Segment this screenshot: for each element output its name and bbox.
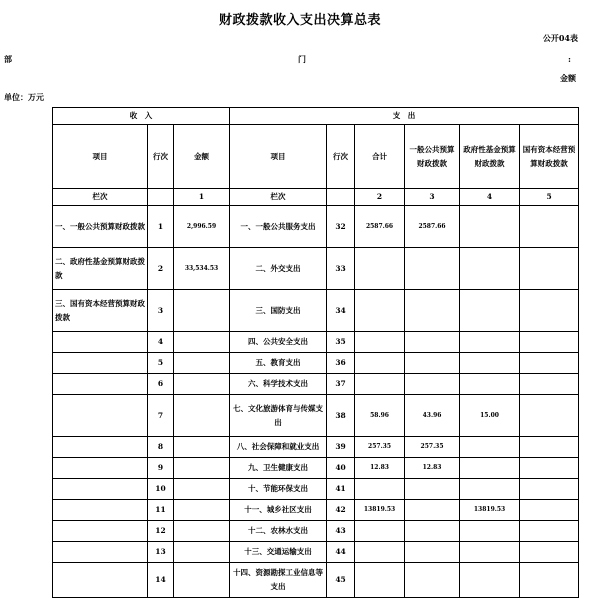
col-index-1: 1 <box>174 189 230 206</box>
expense-general <box>405 563 460 598</box>
income-item: 一、一般公共预算财政拨款 <box>53 206 148 248</box>
expense-gov-fund <box>460 374 520 395</box>
expense-general: 257.35 <box>405 437 460 458</box>
income-header: 收 入 <box>53 108 230 125</box>
income-amount <box>174 542 230 563</box>
col-header-state-capital: 国有资本经营预算财政拨款 <box>520 125 579 189</box>
department-label-mid: 门 <box>298 54 306 64</box>
table-row <box>53 395 579 437</box>
income-amount <box>174 479 230 500</box>
expense-state-capital <box>520 206 579 248</box>
income-row-no: 10 <box>148 479 174 500</box>
col-index-blank-2 <box>327 189 355 206</box>
budget-table <box>52 107 579 598</box>
income-item <box>53 374 148 395</box>
col-header-row-no: 行次 <box>148 125 174 189</box>
expense-total <box>355 332 405 353</box>
expense-state-capital <box>520 542 579 563</box>
col-index-2: 2 <box>355 189 405 206</box>
income-row-no: 2 <box>148 248 174 290</box>
income-row-no: 7 <box>148 395 174 437</box>
expense-row-no: 44 <box>327 542 355 563</box>
expense-general: 43.96 <box>405 395 460 437</box>
expense-state-capital <box>520 521 579 542</box>
income-item <box>53 479 148 500</box>
income-amount: 33,534.53 <box>174 248 230 290</box>
income-row-no: 8 <box>148 437 174 458</box>
expense-general <box>405 248 460 290</box>
expense-general <box>405 500 460 521</box>
expense-general: 12.83 <box>405 458 460 479</box>
expense-item: 十二、农林水支出 <box>230 521 327 542</box>
expense-total: 257.35 <box>355 437 405 458</box>
expense-general <box>405 290 460 332</box>
expense-state-capital <box>520 353 579 374</box>
expense-general: 2587.66 <box>405 206 460 248</box>
expense-general <box>405 479 460 500</box>
expense-item: 六、科学技术支出 <box>230 374 327 395</box>
col-header-gov-fund: 政府性基金预算财政拨款 <box>460 125 520 189</box>
column-header-row <box>53 125 579 189</box>
expense-gov-fund <box>460 353 520 374</box>
expense-gov-fund <box>460 290 520 332</box>
income-item <box>53 521 148 542</box>
income-amount <box>174 353 230 374</box>
expense-row-no: 39 <box>327 437 355 458</box>
expense-item: 一、一般公共服务支出 <box>230 206 327 248</box>
amount-label: 金额 <box>560 73 576 83</box>
expense-item: 十、节能环保支出 <box>230 479 327 500</box>
expense-gov-fund <box>460 248 520 290</box>
expense-row-no: 32 <box>327 206 355 248</box>
expense-row-no: 38 <box>327 395 355 437</box>
col-header-exp-item: 项目 <box>230 125 327 189</box>
income-row-no: 14 <box>148 563 174 598</box>
expense-gov-fund <box>460 332 520 353</box>
table-row <box>53 248 579 290</box>
income-row-no: 6 <box>148 374 174 395</box>
expense-state-capital <box>520 437 579 458</box>
expense-row-no: 37 <box>327 374 355 395</box>
col-header-exp-row-no: 行次 <box>327 125 355 189</box>
income-amount: 2,996.59 <box>174 206 230 248</box>
expense-state-capital <box>520 374 579 395</box>
expense-total: 13819.53 <box>355 500 405 521</box>
expense-gov-fund <box>460 458 520 479</box>
form-number: 公开04表 <box>542 33 578 43</box>
income-item: 三、国有资本经营预算财政拨款 <box>53 290 148 332</box>
table-row <box>53 206 579 248</box>
col-header-amount: 金额 <box>174 125 230 189</box>
income-amount <box>174 374 230 395</box>
expense-gov-fund <box>460 563 520 598</box>
expense-general <box>405 521 460 542</box>
income-amount <box>174 563 230 598</box>
expense-state-capital <box>520 290 579 332</box>
income-row-no: 12 <box>148 521 174 542</box>
expense-row-no: 42 <box>327 500 355 521</box>
income-row-no: 9 <box>148 458 174 479</box>
table-row <box>53 332 579 353</box>
expense-item: 五、教育支出 <box>230 353 327 374</box>
col-index-exp-label: 栏次 <box>230 189 327 206</box>
expense-item: 三、国防支出 <box>230 290 327 332</box>
expense-header: 支 出 <box>230 108 579 125</box>
income-row-no: 1 <box>148 206 174 248</box>
income-row-no: 4 <box>148 332 174 353</box>
expense-row-no: 33 <box>327 248 355 290</box>
expense-state-capital <box>520 479 579 500</box>
table-row <box>53 290 579 332</box>
expense-total <box>355 290 405 332</box>
table-row <box>53 479 579 500</box>
column-index-row <box>53 189 579 206</box>
table-row <box>53 374 579 395</box>
expense-item: 十四、资源勘探工业信息等支出 <box>230 563 327 598</box>
expense-row-no: 35 <box>327 332 355 353</box>
income-row-no: 5 <box>148 353 174 374</box>
expense-state-capital <box>520 458 579 479</box>
table-row <box>53 542 579 563</box>
table-row <box>53 437 579 458</box>
col-header-general: 一般公共预算财政拨款 <box>405 125 460 189</box>
unit-label: 单位：万元 <box>4 92 44 102</box>
table-row <box>53 353 579 374</box>
expense-row-no: 36 <box>327 353 355 374</box>
income-item <box>53 500 148 521</box>
expense-row-no: 41 <box>327 479 355 500</box>
expense-general <box>405 332 460 353</box>
expense-gov-fund <box>460 206 520 248</box>
expense-item: 九、卫生健康支出 <box>230 458 327 479</box>
expense-gov-fund: 15.00 <box>460 395 520 437</box>
expense-gov-fund <box>460 479 520 500</box>
income-item: 二、政府性基金预算财政拨款 <box>53 248 148 290</box>
expense-gov-fund: 13819.53 <box>460 500 520 521</box>
expense-total <box>355 563 405 598</box>
page-title: 财政拨款收入支出决算总表 <box>218 13 381 28</box>
expense-total <box>355 521 405 542</box>
income-item <box>53 458 148 479</box>
income-amount <box>174 458 230 479</box>
table-row <box>53 500 579 521</box>
col-index-4: 4 <box>460 189 520 206</box>
expense-state-capital <box>520 332 579 353</box>
income-row-no: 3 <box>148 290 174 332</box>
expense-item: 十一、城乡社区支出 <box>230 500 327 521</box>
income-amount <box>174 521 230 542</box>
expense-row-no: 34 <box>327 290 355 332</box>
income-row-no: 13 <box>148 542 174 563</box>
expense-total: 58.96 <box>355 395 405 437</box>
table-row <box>53 458 579 479</box>
income-amount <box>174 395 230 437</box>
expense-total: 12.83 <box>355 458 405 479</box>
expense-state-capital <box>520 248 579 290</box>
expense-general <box>405 542 460 563</box>
col-index-5: 5 <box>520 189 579 206</box>
col-header-total: 合计 <box>355 125 405 189</box>
expense-row-no: 40 <box>327 458 355 479</box>
expense-item: 四、公共安全支出 <box>230 332 327 353</box>
expense-state-capital <box>520 395 579 437</box>
income-item <box>53 353 148 374</box>
expense-item: 七、文化旅游体育与传媒支出 <box>230 395 327 437</box>
col-index-blank <box>148 189 174 206</box>
expense-total <box>355 542 405 563</box>
expense-row-no: 43 <box>327 521 355 542</box>
expense-state-capital <box>520 563 579 598</box>
col-header-item: 项目 <box>53 125 148 189</box>
income-amount <box>174 332 230 353</box>
expense-row-no: 45 <box>327 563 355 598</box>
expense-item: 八、社会保障和就业支出 <box>230 437 327 458</box>
income-item <box>53 437 148 458</box>
expense-total: 2587.66 <box>355 206 405 248</box>
col-index-3: 3 <box>405 189 460 206</box>
income-amount <box>174 437 230 458</box>
income-item <box>53 542 148 563</box>
expense-gov-fund <box>460 521 520 542</box>
expense-total <box>355 353 405 374</box>
department-colon: : <box>568 54 571 64</box>
expense-gov-fund <box>460 542 520 563</box>
income-item <box>53 563 148 598</box>
department-label: 部 <box>4 54 12 64</box>
expense-gov-fund <box>460 437 520 458</box>
expense-total <box>355 374 405 395</box>
expense-total <box>355 248 405 290</box>
table-row <box>53 563 579 598</box>
income-row-no: 11 <box>148 500 174 521</box>
expense-state-capital <box>520 500 579 521</box>
expense-item: 十三、交通运输支出 <box>230 542 327 563</box>
expense-general <box>405 374 460 395</box>
income-amount <box>174 500 230 521</box>
income-item <box>53 395 148 437</box>
expense-general <box>405 353 460 374</box>
income-amount <box>174 290 230 332</box>
col-index-label: 栏次 <box>53 189 148 206</box>
section-header-row <box>53 108 579 125</box>
expense-total <box>355 479 405 500</box>
table-row <box>53 521 579 542</box>
income-item <box>53 332 148 353</box>
expense-item: 二、外交支出 <box>230 248 327 290</box>
